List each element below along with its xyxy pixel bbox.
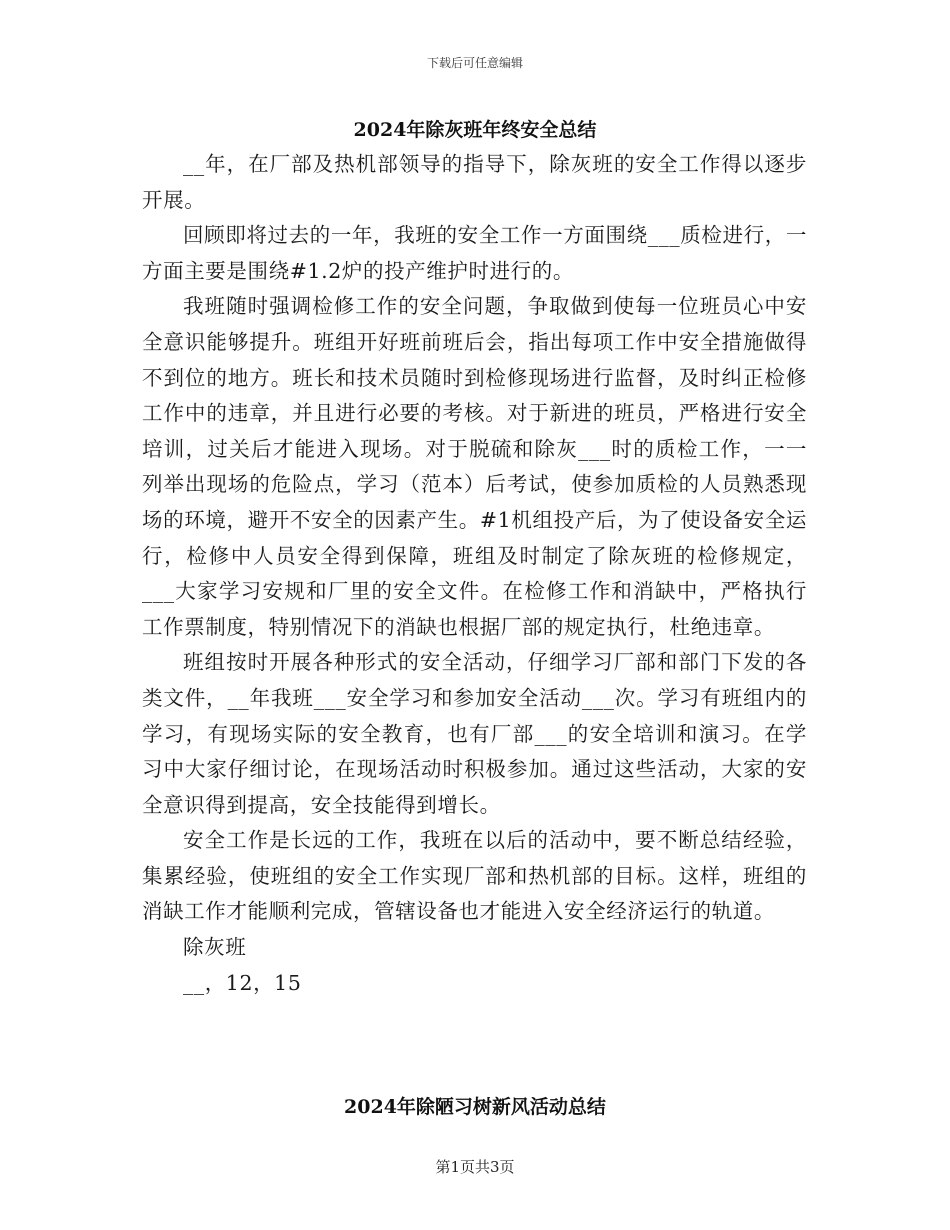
document-body — [142, 147, 807, 1001]
page-footer: 第1页共3页 — [435, 1158, 515, 1176]
paragraph-4: 班组按时开展各种形式的安全活动，仔细学习厂部和部门下发的各类文件，__年我班___安全学习和参加安全活动___次。学习有班组内的学习，有现场实际的安全教育，也有厂部___的安全培训和演习。在学习中大家仔细讨论，在现场活动时积极参加。通过这些活动，大家的安全意识得到提高，安全技能得到增长。 — [142, 650, 807, 817]
next-document-title: 2024年除陋习树新风活动总结 — [344, 1096, 606, 1118]
header-note: 下载后可任意编辑 — [426, 56, 523, 70]
signature-date: __，12，15 — [183, 970, 302, 995]
document-title: 2024年除灰班年终安全总结 — [353, 119, 597, 141]
paragraph-1: __年，在厂部及热机部领导的指导下，除灰班的安全工作得以逐步开展。 — [142, 152, 807, 212]
paragraph-5: 安全工作是长远的工作，我班在以后的活动中，要不断总结经验，集累经验，使班组的安全工作实现厂部和热机部的目标。这样，班组的消缺工作才能顺利完成，管辖设备也才能进入安全经济运行的轨道。 — [142, 828, 807, 924]
signature-team: 除灰班 — [183, 935, 247, 960]
paragraph-3: 我班随时强调检修工作的安全问题，争取做到使每一位班员心中安全意识能够提升。班组开好班前班后会，指出每项工作中安全措施做得不到位的地方。班长和技术员随时到检修现场进行监督，及时纠正检修工作中的违章，并且进行必要的考核。对于新进的班员，严格进行安全培训，过关后才能进入现场。对于脱硫和除灰___时的质检工作，一一列举出现场的危险点，学习（范本）后考试，使参加质检的人员熟悉现场的环境，避开不安全的因素产生。#1机组投产后，为了使设备安全运行，检修中人员安全得到保障，班组及时制定了除灰班的检修规定，___大家学习安规和厂里的安全文件。在检修工作和消缺中，严格执行工作票制度，特别情况下的消缺也根据厂部的规定执行，杜绝违章。 — [142, 294, 807, 639]
paragraph-2: 回顾即将过去的一年，我班的安全工作一方面围绕___质检进行，一方面主要是围绕#1.2炉的投产维护时进行的。 — [142, 223, 807, 283]
